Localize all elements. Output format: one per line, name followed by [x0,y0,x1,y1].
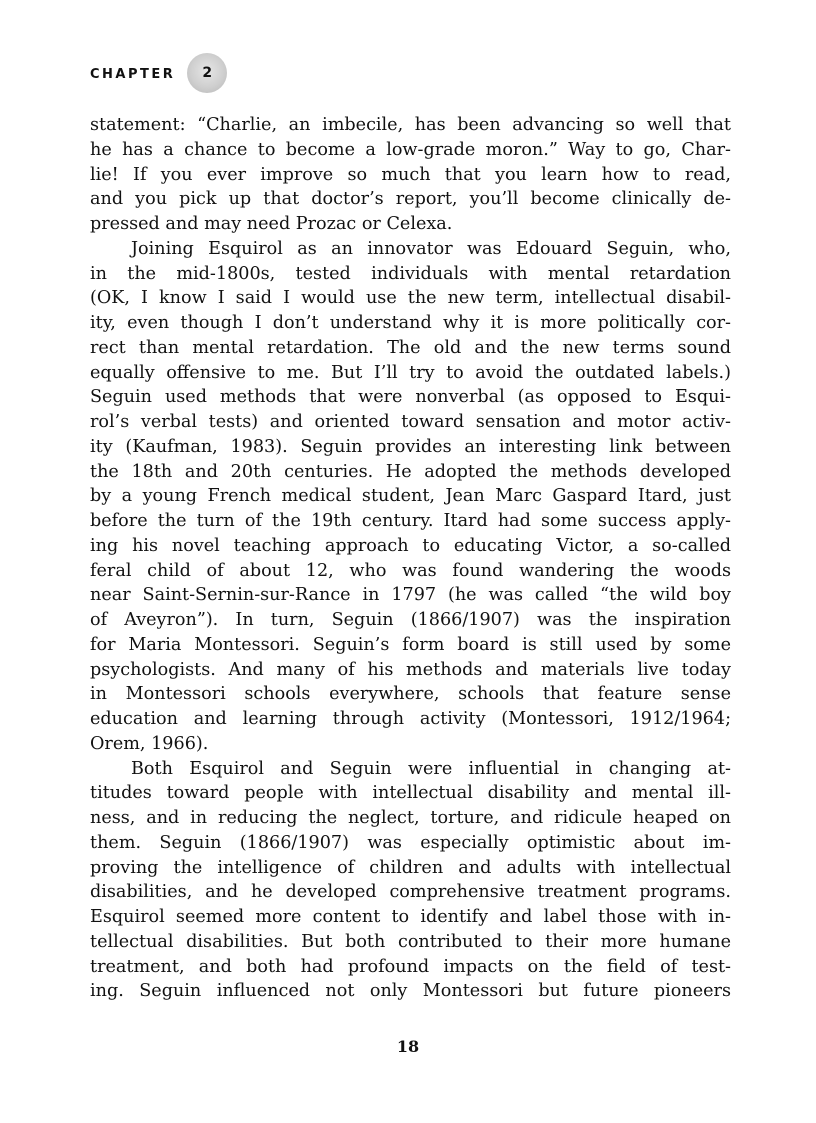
text-line: equally offensive to me. But I’ll try to avoid the outdated labels.) [90,362,731,383]
text-line: feral child of about 12, who was found wandering the woods [90,560,731,581]
text-line: psychologists. And many of his methods and materials live today [90,659,731,680]
text-line: disabilities, and he developed comprehensive treatment programs. [90,882,731,903]
chapter-number-badge: 2 [187,53,227,93]
text-line: ness, and in reducing the neglect, torture, and ridicule heaped on [90,808,731,828]
text-line: ing. Seguin influenced not only Montessori but future pioneers [90,981,731,1002]
text-line: ity (Kaufman, 1983). Seguin provides an interesting link between [90,436,731,457]
text-line: them. Seguin (1866/1907) was especially optimistic about im- [90,832,731,853]
text-line: Esquirol seemed more content to identify and label those with in- [90,907,731,927]
text-line: Both Esquirol and Seguin were influential in changing at- [131,758,731,779]
text-line: tellectual disabilities. But both contributed to their more humane [90,931,731,952]
text-line: and you pick up that doctor’s report, you’ll become clinically de- [90,189,731,210]
body-text [90,113,731,1004]
text-line: statement: “Charlie, an imbecile, has been advancing so well that [90,115,731,135]
text-line: (OK, I know I said I would use the new term, intellectual disabil- [90,288,731,309]
text-line: proving the intelligence of children and adults with intellectual [90,857,731,878]
text-line: Joining Esquirol as an innovator was Edouard Seguin, who, [131,238,731,259]
text-line: Seguin used methods that were nonverbal (as opposed to Esqui- [90,387,731,408]
text-line: for Maria Montessori. Seguin’s form board is still used by some [90,634,731,655]
chapter-header [90,58,227,90]
text-line: ity, even though I don’t understand why it is more politically cor- [90,313,731,333]
chapter-label: CHAPTER [90,66,176,82]
text-line: Orem, 1966). [90,733,209,754]
text-line: treatment, and both had profound impacts on the field of test- [90,956,731,977]
text-line: of Aveyron”). In turn, Seguin (1866/1907) was the inspiration [90,610,731,630]
text-line: the 18th and 20th centuries. He adopted the methods developed [90,461,731,482]
text-line: ing his novel teaching approach to educating Victor, a so-called [90,535,731,556]
text-line: in the mid-1800s, tested individuals with mental retardation [90,263,731,284]
text-line: titudes toward people with intellectual disability and mental ill- [90,783,731,804]
text-line: he has a chance to become a low-grade moron.” Way to go, Char- [90,139,731,160]
text-line: near Saint-Sernin-sur-Rance in 1797 (he was called “the wild boy [90,585,731,606]
text-line: before the turn of the 19th century. Itard had some success apply- [90,511,731,531]
text-line: rect than mental retardation. The old and the new terms sound [90,337,731,358]
text-line: rol’s verbal tests) and oriented toward sensation and motor activ- [90,412,731,432]
text-line: education and learning through activity (Montessori, 1912/1964; [90,709,731,729]
text-line: lie! If you ever improve so much that you learn how to read, [90,164,731,185]
page-number: 18 [396,1037,420,1056]
text-line: by a young French medical student, Jean Marc Gaspard Itard, just [90,486,731,507]
text-line: pressed and may need Prozac or Celexa. [90,214,453,234]
text-line: in Montessori schools everywhere, schools that feature sense [90,684,731,705]
